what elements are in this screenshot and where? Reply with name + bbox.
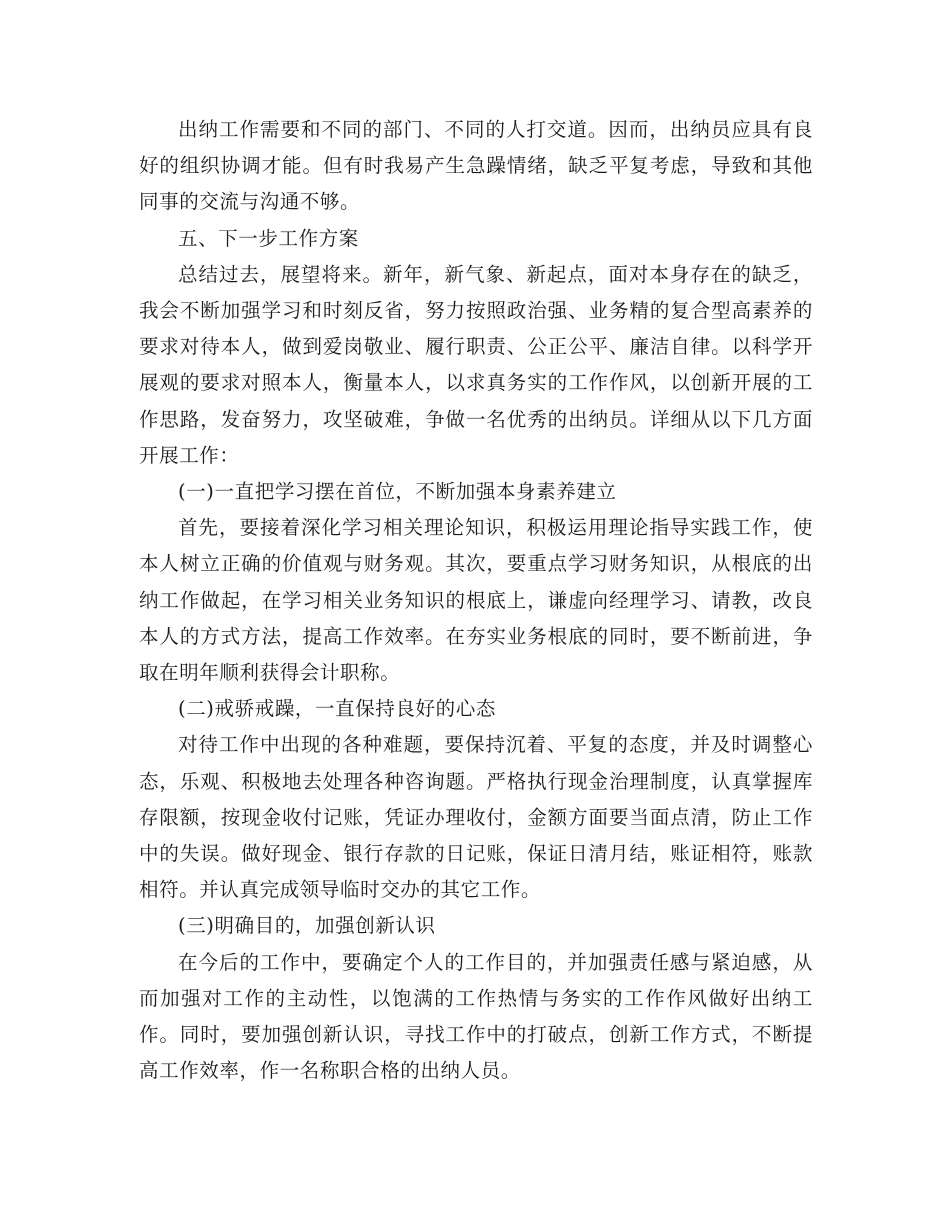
paragraph-study: 首先，要接着深化学习相关理论知识，积极运用理论指导实践工作，使本人树立正确的价值观与财务观。其次，要重点学习财务知识，从根底的出纳工作做起，在学习相关业务知识的根底上，谦虚向经理学习、请教，改良本人的方式方法，提高工作效率。在夯实业务根底的同时，要不断前进，争取在明年顺利获得会计职称。 — [139, 516, 813, 685]
document-page — [139, 112, 813, 1089]
section-heading-next-plan: 五、下一步工作方案 — [178, 226, 359, 250]
paragraph-innovation: 在今后的工作中，要确定个人的工作目的，并加强责任感与紧迫感，从而加强对工作的主动性，以饱满的工作热情与务实的工作作风做好出纳工作。同时，要加强创新认识，寻找工作中的打破点，创新工作方式，不断提高工作效率，作一名称职合格的出纳人员。 — [139, 950, 813, 1083]
subheading-mindset: (二)戒骄戒躁，一直保持良好的心态 — [178, 697, 496, 721]
subheading-study: (一)一直把学习摆在首位，不断加强本身素养建立 — [178, 480, 617, 504]
paragraph-summary-outlook: 总结过去，展望将来。新年，新气象、新起点，面对本身存在的缺乏，我会不断加强学习和时刻反省，努力按照政治强、业务精的复合型高素养的要求对待本人，做到爱岗敬业、履行职责、公正公平、廉洁自律。以科学开展观的要求对照本人，衡量本人，以求真务实的工作作风，以创新开展的工作思路，发奋努力，攻坚破难，争做一名优秀的出纳员。详细从以下几方面开展工作： — [139, 262, 813, 467]
paragraph-communication: 出纳工作需要和不同的部门、不同的人打交道。因而，出纳员应具有良好的组织协调才能。但有时我易产生急躁情绪，缺乏平复考虑，导致和其他同事的交流与沟通不够。 — [139, 118, 813, 214]
paragraph-mindset: 对待工作中出现的各种难题，要保持沉着、平复的态度，并及时调整心态，乐观、积极地去处理各种咨询题。严格执行现金治理制度，认真掌握库存限额，按现金收付记账，凭证办理收付，金额方面要当面点清，防止工作中的失误。做好现金、银行存款的日记账，保证日清月结，账证相符，账款相符。并认真完成领导临时交办的其它工作。 — [139, 733, 813, 902]
subheading-innovation: (三)明确目的，加强创新认识 — [178, 914, 436, 938]
